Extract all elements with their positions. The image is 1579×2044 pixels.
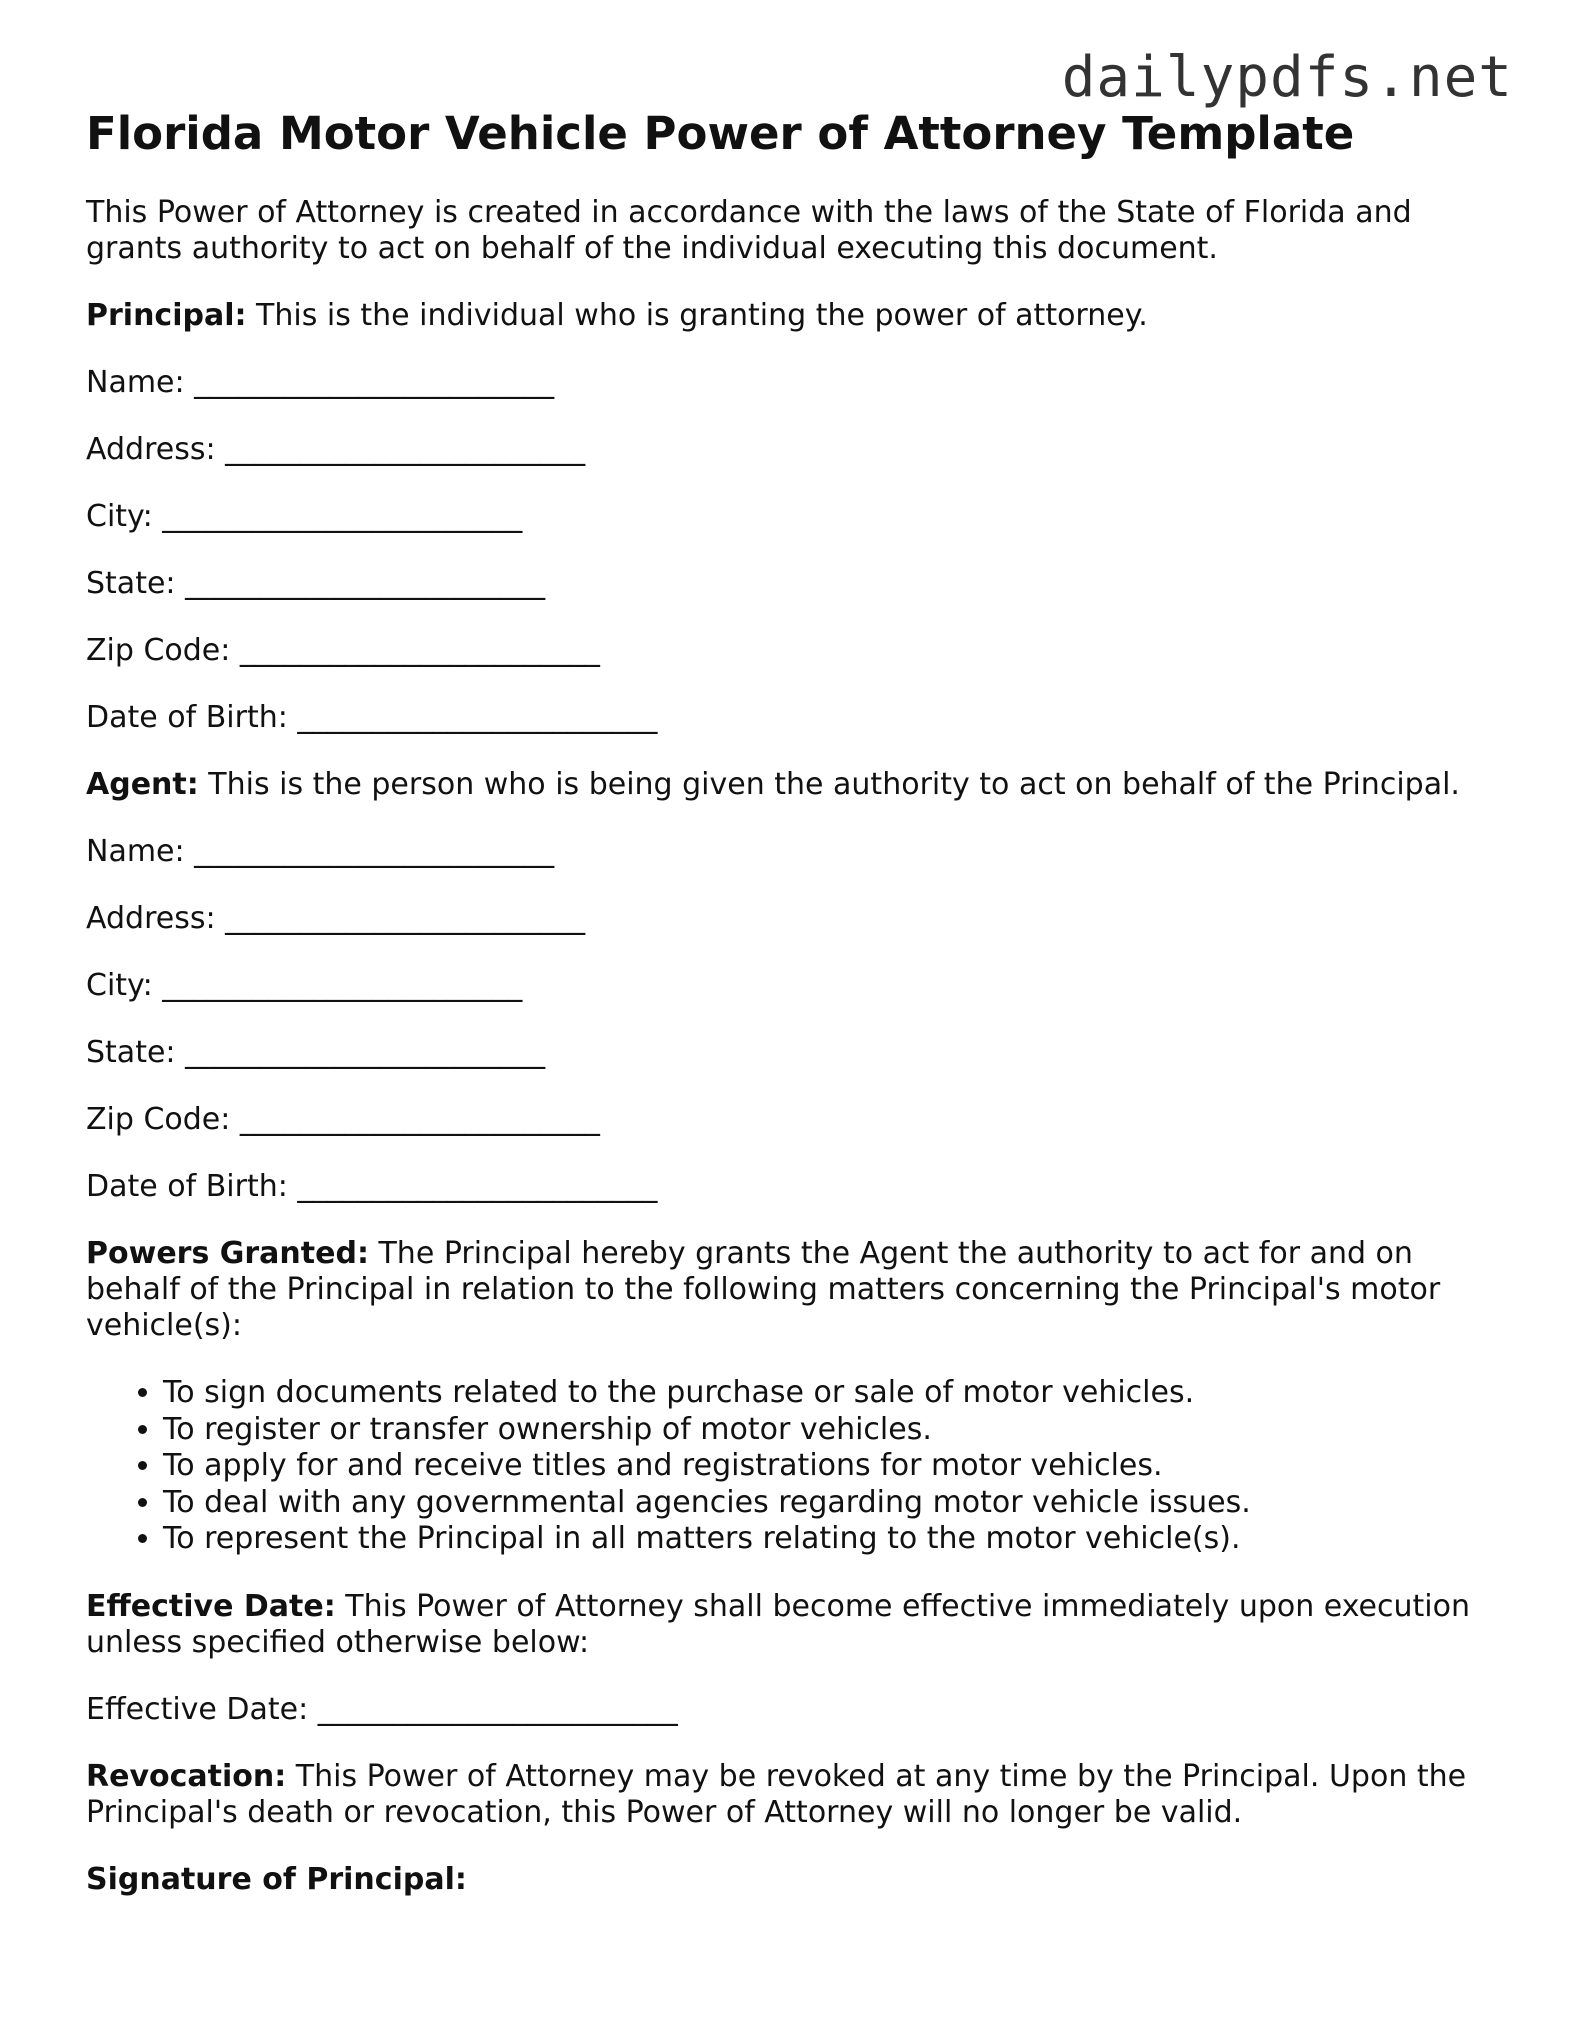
blank-line[interactable]: ________________________ bbox=[185, 566, 546, 601]
effective-section bbox=[86, 1589, 1506, 1661]
effective-date-field bbox=[86, 1692, 1506, 1728]
field-label: Name: bbox=[86, 365, 185, 400]
field-label: Date of Birth: bbox=[86, 1169, 288, 1204]
blank-line[interactable]: ________________________ bbox=[239, 1102, 600, 1137]
effective-description: This Power of Attorney shall become effective immediately upon execution unless specified otherwise below: bbox=[86, 1588, 1470, 1660]
blank-line[interactable]: ________________________ bbox=[317, 1691, 678, 1727]
blank-line[interactable]: ________________________ bbox=[239, 633, 600, 668]
field-label: City: bbox=[86, 968, 153, 1003]
document-page bbox=[86, 108, 1506, 1898]
document-title: Florida Motor Vehicle Power of Attorney Template bbox=[86, 107, 1355, 160]
field-label: Date of Birth: bbox=[86, 700, 288, 735]
agent-section-heading bbox=[86, 767, 1506, 803]
principal-name-field bbox=[86, 365, 1506, 401]
agent-zip-field bbox=[86, 1102, 1506, 1138]
field-label: Name: bbox=[86, 834, 185, 869]
list-item: • To deal with any governmental agencies regarding motor vehicle issues. bbox=[163, 1485, 1506, 1522]
list-item: • To represent the Principal in all matters relating to the motor vehicle(s). bbox=[163, 1521, 1506, 1558]
powers-list bbox=[86, 1375, 1506, 1558]
watermark-text: dailypdfs.net bbox=[1061, 45, 1513, 110]
list-item: • To apply for and receive titles and registrations for motor vehicles. bbox=[163, 1448, 1506, 1485]
blank-line[interactable]: ________________________ bbox=[297, 1169, 658, 1204]
blank-line[interactable]: ________________________ bbox=[225, 432, 586, 467]
principal-city-field bbox=[86, 499, 1506, 535]
effective-label: Effective Date: bbox=[86, 1588, 336, 1624]
blank-line[interactable]: ________________________ bbox=[162, 499, 523, 534]
signature-section bbox=[86, 1862, 1506, 1898]
revocation-description: This Power of Attorney may be revoked at any time by the Principal. Upon the Principal's death or revocation, this Power of Attorney will no longer be valid. bbox=[86, 1758, 1467, 1830]
agent-state-field bbox=[86, 1035, 1506, 1071]
field-label: Zip Code: bbox=[86, 633, 231, 668]
agent-city-field bbox=[86, 968, 1506, 1004]
agent-description: This is the person who is being given the authority to act on behalf of the Principal. bbox=[208, 767, 1460, 802]
blank-line[interactable]: ________________________ bbox=[225, 901, 586, 936]
list-item: • To register or transfer ownership of motor vehicles. bbox=[163, 1412, 1506, 1449]
intro-paragraph: This Power of Attorney is created in accordance with the laws of the State of Florida and grants authority to act on behalf of the individual executing this document. bbox=[86, 195, 1412, 266]
blank-line[interactable]: ________________________ bbox=[194, 365, 555, 400]
blank-line[interactable]: ________________________ bbox=[185, 1035, 546, 1070]
field-label: State: bbox=[86, 1035, 176, 1070]
principal-description: This is the individual who is granting the power of attorney. bbox=[256, 298, 1148, 333]
agent-address-field bbox=[86, 901, 1506, 937]
revocation-label: Revocation: bbox=[86, 1758, 287, 1794]
field-label: Effective Date: bbox=[86, 1691, 309, 1727]
signature-label: Signature of Principal: bbox=[86, 1861, 467, 1897]
blank-line[interactable]: ________________________ bbox=[194, 834, 555, 869]
blank-line[interactable]: ________________________ bbox=[162, 968, 523, 1003]
field-label: Address: bbox=[86, 901, 216, 936]
field-label: Address: bbox=[86, 432, 216, 467]
principal-zip-field bbox=[86, 633, 1506, 669]
agent-name-field bbox=[86, 834, 1506, 870]
blank-line[interactable]: ________________________ bbox=[297, 700, 658, 735]
agent-label: Agent: bbox=[86, 767, 199, 802]
principal-section-heading bbox=[86, 298, 1506, 334]
principal-dob-field bbox=[86, 700, 1506, 736]
field-label: State: bbox=[86, 566, 176, 601]
field-label: Zip Code: bbox=[86, 1102, 231, 1137]
powers-label: Powers Granted: bbox=[86, 1236, 369, 1271]
principal-address-field bbox=[86, 432, 1506, 468]
list-item: • To sign documents related to the purchase or sale of motor vehicles. bbox=[163, 1375, 1506, 1412]
field-label: City: bbox=[86, 499, 153, 534]
powers-description: The Principal hereby grants the Agent the authority to act for and on behalf of the Principal in relation to the following matters concerning the Principal's motor vehicle(s): bbox=[86, 1236, 1441, 1343]
revocation-section bbox=[86, 1759, 1506, 1831]
powers-section bbox=[86, 1236, 1506, 1344]
agent-dob-field bbox=[86, 1169, 1506, 1205]
principal-label: Principal: bbox=[86, 298, 247, 333]
principal-state-field bbox=[86, 566, 1506, 602]
